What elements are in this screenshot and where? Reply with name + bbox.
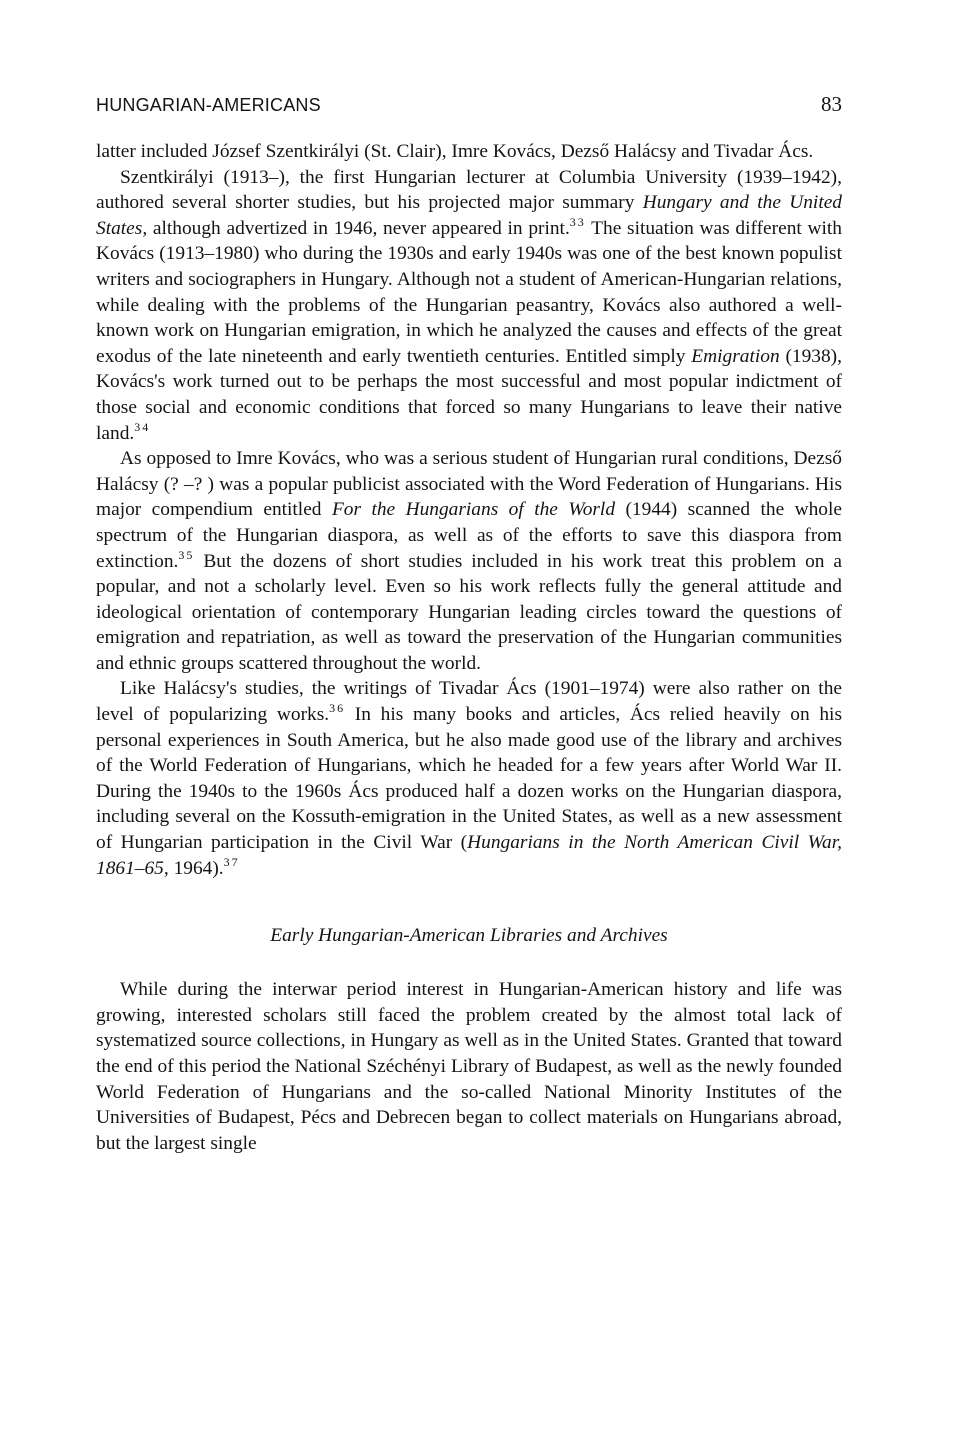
footnote-ref-33: 33 (569, 214, 586, 229)
book-title-emigration: Emigration (691, 345, 780, 367)
footnote-ref-37: 37 (223, 854, 240, 869)
running-header (96, 92, 842, 117)
book-title-hungary-and-us: Hungary and the United States, (96, 192, 843, 239)
page-number: 83 (821, 92, 842, 116)
paragraph-1: latter included József Szentkirályi (St. Clair), Imre Kovács, Dezső Halácsy and Tivadar Ács. (96, 141, 814, 162)
book-title-for-the-hungarians: For the Hungarians of the World (331, 499, 616, 521)
book-page (96, 92, 842, 1156)
footnote-ref-34: 34 (134, 419, 151, 434)
paragraph-5: While during the interwar period interest in Hungarian-American history and life was growing, interested scholars still faced the problem created by the almost total lack of systematized source collections, in Hungary as well as in the United States. Granted that toward the end of this period the National Széchényi Library of Budapest, as well as the newly founded World Federation of Hungarians and the so-called National Minority Institutes of the Universities of Budapest, Pécs and Debrecen began to collect materials on Hungarians abroad, but the largest single (96, 979, 842, 1154)
running-title: HUNGARIAN-AMERICANS (96, 95, 321, 115)
paragraph-4: Like Halácsy's studies, the writings of Tivadar Ács (1901–1974) were also rather on the level of popularizing works.$^{36}$ In his many books and articles, Ács relied heavily on his personal experiences in South America, but he also made good use of the library and archives of the World Federation of Hungarians, which he headed for a few years after World War II. During the 1940s to the 1960s Ács produced half a dozen works on the Hungarian diaspora, including several on the Kossuth-emigration in the United States, as well as a new assessment of Hungarian participation in the Civil War (Hungarians in the North American Civil War, 1861–65, 1964).$^{37}$ (96, 678, 842, 879)
paragraph-2: Szentkirályi (1913–), the first Hungarian lecturer at Columbia University (1939–1942), authored several shorter studies, but his projected major summary Hungary and the United States, although advertized in 1946, never appeared in print.$^{33}$ The situation was different with Kovács (1913–1980) who during the 1930s and early 1940s was one of the best known populist writers and sociographers in Hungary. Although not a student of American-Hungarian relations, while dealing with the problems of the Hungarian peasantry, Kovács also authored a well-known work on Hungarian emigration, in which he analyzed the causes and effects of the great exodus of the late nineteenth and early twentieth centuries. Entitled simply Emigration (1938), Kovács's work turned out to be perhaps the most successful and most popular indictment of those social and economic conditions that forced so many Hungarians to leave their native land.$^{34}$ (96, 166, 843, 444)
footnote-ref-36: 36 (329, 701, 346, 716)
book-title-civil-war: Hungarians in the North American Civil War, 1861–65, (96, 832, 842, 879)
footnote-ref-35: 35 (178, 547, 195, 562)
section-heading: Early Hungarian-American Libraries and Archives (270, 925, 668, 947)
paragraph-3: As opposed to Imre Kovács, who was a serious student of Hungarian rural conditions, Dezső Halácsy (? –? ) was a popular publicist associated with the Word Federation of Hungarians. His major compendium entitled For the Hungarians of the World (1944) scanned the whole spectrum of the Hungarian diaspora, as well as of the efforts to save this diaspora from extinction.$^{35}$ But the dozens of short studies included in his work treat this problem on a popular, and not a scholarly level. Even so his work reflects fully the general attitude and ideological orientation of contemporary Hungarian leading circles toward the questions of emigration and repatriation, as well as toward the preservation of the Hungarian communities and ethnic groups scattered throughout the world. (96, 448, 843, 674)
